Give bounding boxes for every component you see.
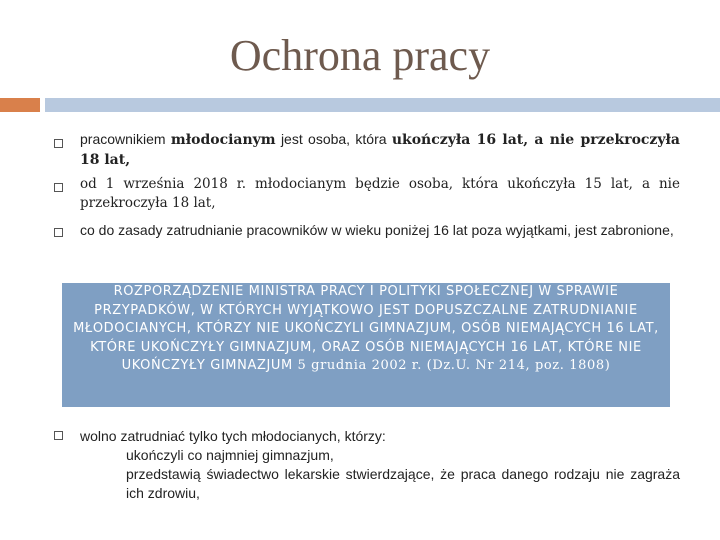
square-bullet-icon [54,228,63,237]
item-5-line-1: ukończyli co najmniej gimnazjum, [126,447,334,463]
item-1-text-d: ukończyła 16 lat, a nie przekroczyła 18 lat, [80,132,680,168]
regulation-box [62,283,670,407]
item-3-text: co do zasady zatrudnianie pracowników w wieku poniżej 16 lat poza wyjątkami, jest zabronione, [80,222,674,238]
list-item [80,130,680,170]
regulation-date: 5 grudnia 2002 r. (Dz.U. Nr 214, poz. 1808) [297,358,611,373]
square-bullet-icon [54,431,63,440]
item-1-text-c: jest osoba, która [275,131,392,147]
list-item [80,175,680,213]
item-2-text: od 1 września 2018 r. młodocianym będzie osoba, która ukończyła 15 lat, a nie przekroczyła 18 lat, [80,176,680,211]
title-rule-bar [45,98,720,112]
item-1-text-a: pracownikiem [80,131,171,147]
list-item [80,427,680,503]
item-5-intro: wolno zatrudniać tylko tych młodocianych, którzy: [80,428,386,444]
regulation-title: ROZPORZĄDZENIE MINISTRA PRACY I POLITYKI SPOŁECZNEJ W SPRAWIE PRZYPADKÓW, W KTÓRYCH WYJĄTKOWO JEST DOPUSZCZALNE ZATRUDNIANIE MŁODOCIANYCH, KTÓRZY NIE UKOŃCZYLI GIMNAZJUM, OSÓB NIEMAJĄCYCH 16 LAT, KTÓRE UKOŃCZYŁY GIMNAZJUM, ORAZ OSÓB NIEMAJĄCYCH 16 LAT, KTÓRE NIE UKOŃCZYŁY GIMNAZJUM [73,284,659,373]
item-1-term: młodocianym [170,132,276,148]
list-item [80,221,680,240]
square-bullet-icon [54,139,63,148]
title-accent-bar [0,98,40,112]
square-bullet-icon [54,183,63,192]
slide-title: Ochrona pracy [229,31,491,80]
item-5-line-2: przedstawią świadectwo lekarskie stwierdzające, że praca danego rodzaju nie zagraża ich zdrowiu, [126,466,680,501]
